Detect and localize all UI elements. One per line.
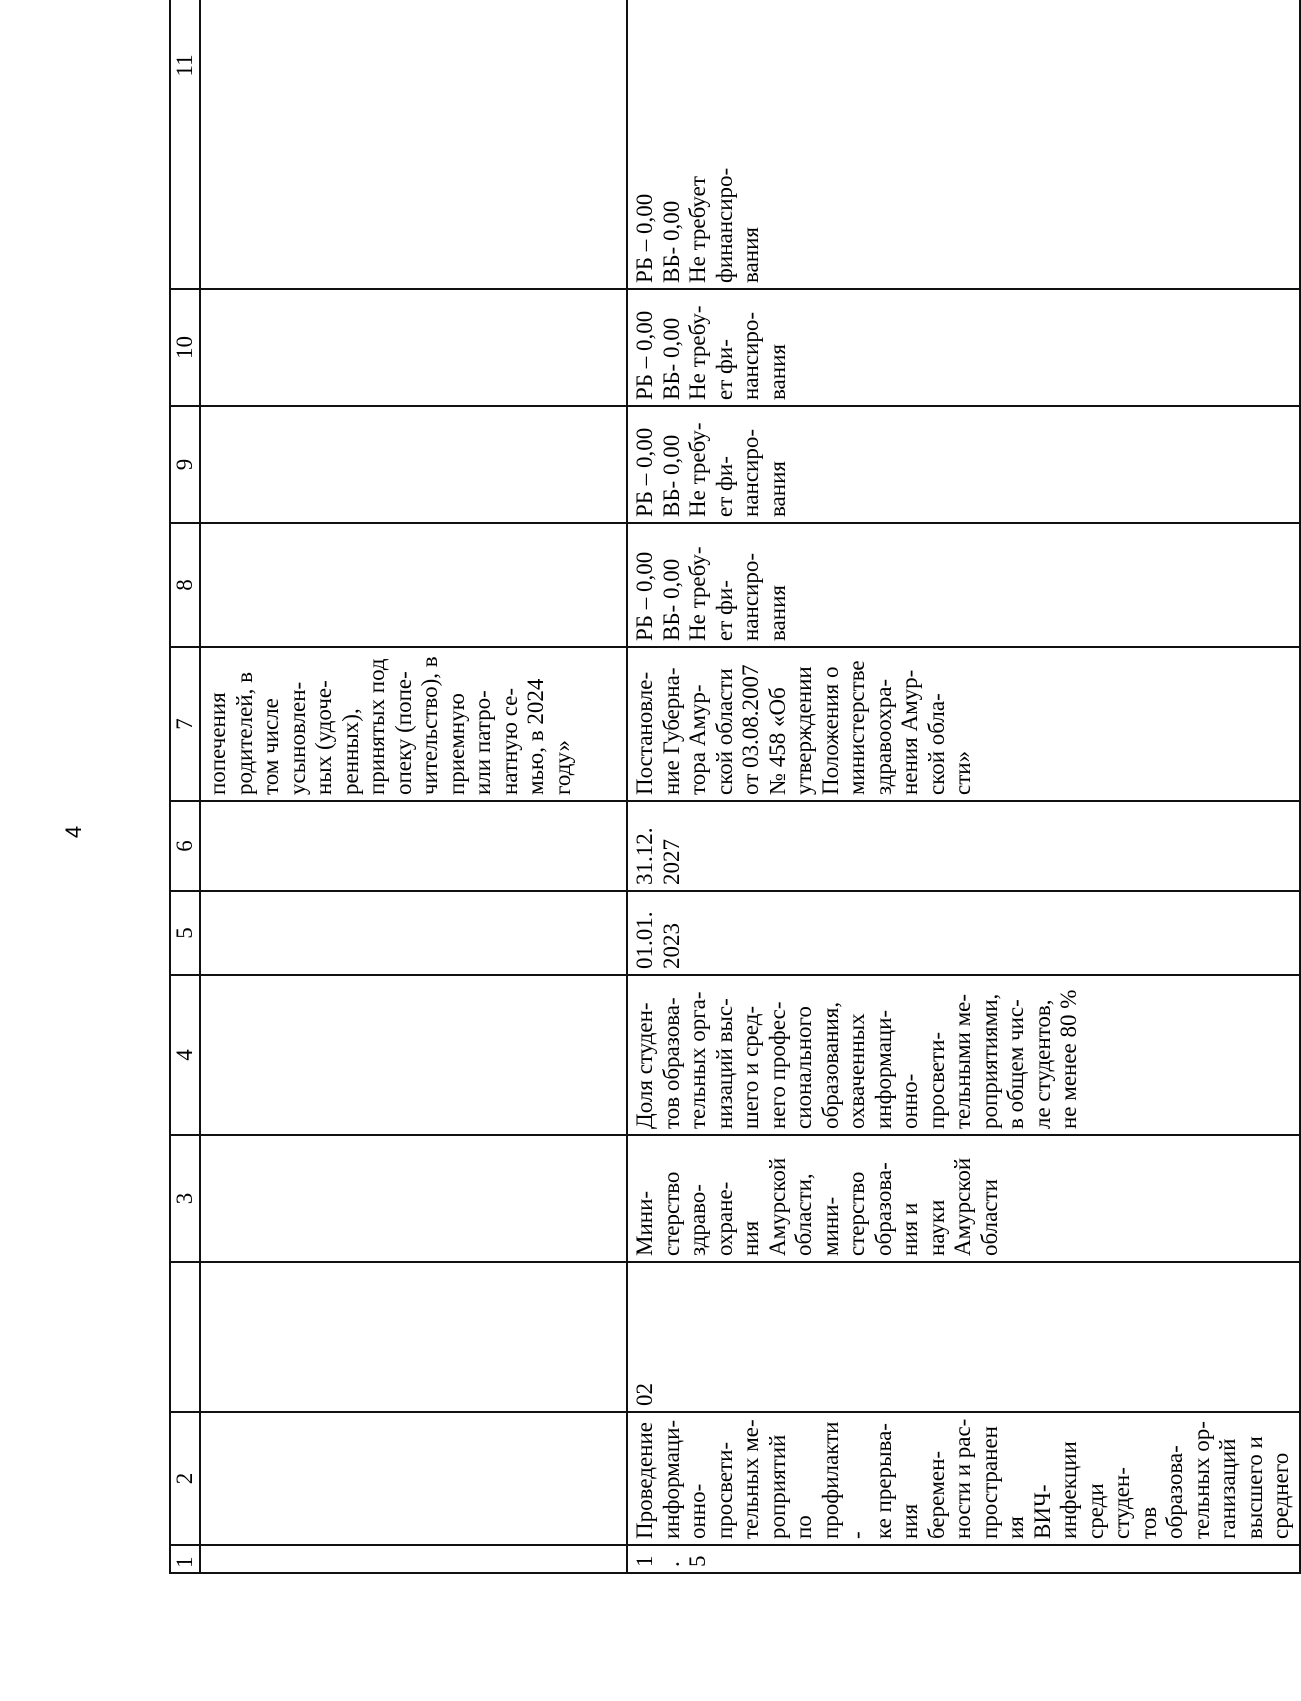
legal-basis: Постановле- ние Губерна- тора Амур- ской области от 03.08.2007 № 458 «Об утверждении Положения о министерстве здравоохра- нения Амур- ской обла- сти» (627, 647, 1300, 801)
cont-col-11 (200, 0, 627, 289)
cont-col-5 (200, 891, 627, 975)
start-date: 01.01. 2023 (627, 891, 1300, 975)
cont-col-10 (200, 289, 627, 406)
cont-col-3 (200, 1135, 627, 1262)
header-col-4: 4 (170, 975, 200, 1135)
header-col-2: 2 (170, 1412, 200, 1545)
table-row-1-5 (627, 0, 1300, 1573)
header-col-11: 11 (170, 0, 200, 289)
header-col-5: 5 (170, 891, 200, 975)
funding-col-9: РБ – 0,00 ВБ- 0,00 Не требу- ет фи- нансиро- вания (627, 406, 1300, 523)
header-col-6: 6 (170, 801, 200, 891)
cont-col-2 (200, 1412, 627, 1545)
cont-col-8 (200, 523, 627, 647)
cont-col-9 (200, 406, 627, 523)
rotated-table-sheet (169, 43, 1293, 1574)
funding-col-10: РБ – 0,00 ВБ- 0,00 Не требу- ет фи- нансиро- вания (627, 289, 1300, 406)
header-col-extra (170, 1262, 200, 1412)
program-activities-table (169, 0, 1301, 1574)
code-cell: 02 (627, 1262, 1300, 1412)
activity-name: Проведение информаци- онно- просвети- тельных ме- роприятий по профилакти- ке прерыва- ния беремен- ности и рас- пространения ВИЧ- инфекции среди студен- тов образова- тельных ор- ганизаций высшего и среднего (627, 1412, 1300, 1545)
responsible-executor: Мини- стерство здраво- охране- ния Амурской области, мини- стерство образова- ния и науки Амурской области (627, 1135, 1300, 1262)
funding-col-8: РБ – 0,00 ВБ- 0,00 Не требу- ет фи- нансиро- вания (627, 523, 1300, 647)
page-number: 4 (61, 825, 86, 839)
row-number: 1.5 (627, 1545, 1300, 1573)
header-col-10: 10 (170, 289, 200, 406)
cont-col-7-legal-basis: попечения родителей, в том числе усыновлен- ных (удоче- ренных), принятых под опеку (попе- чительство), в приемную или патро- натную се- мью, в 2024 году» (200, 647, 627, 801)
header-col-3: 3 (170, 1135, 200, 1262)
cont-col-4 (200, 975, 627, 1135)
end-date: 31.12. 2027 (627, 801, 1300, 891)
table-row-continuation (200, 0, 627, 1573)
cont-col-extra (200, 1262, 627, 1412)
cont-col-6 (200, 801, 627, 891)
indicator: Доля студен- тов образова- тельных орга- низаций выс- шего и сред- него профес- сионального образования, охваченных информаци- онно- просвети- тельными ме- роприятиями, в общем чис- ле студентов, не менее 80 % (627, 975, 1300, 1135)
funding-col-11: РБ – 0,00 ВБ- 0,00 Не требует финансиро- вания (627, 0, 1300, 289)
header-col-7: 7 (170, 647, 200, 801)
header-col-1: 1 (170, 1545, 200, 1573)
column-number-row (170, 0, 200, 1573)
header-col-9: 9 (170, 406, 200, 523)
header-col-8: 8 (170, 523, 200, 647)
cont-col-1 (200, 1545, 627, 1573)
